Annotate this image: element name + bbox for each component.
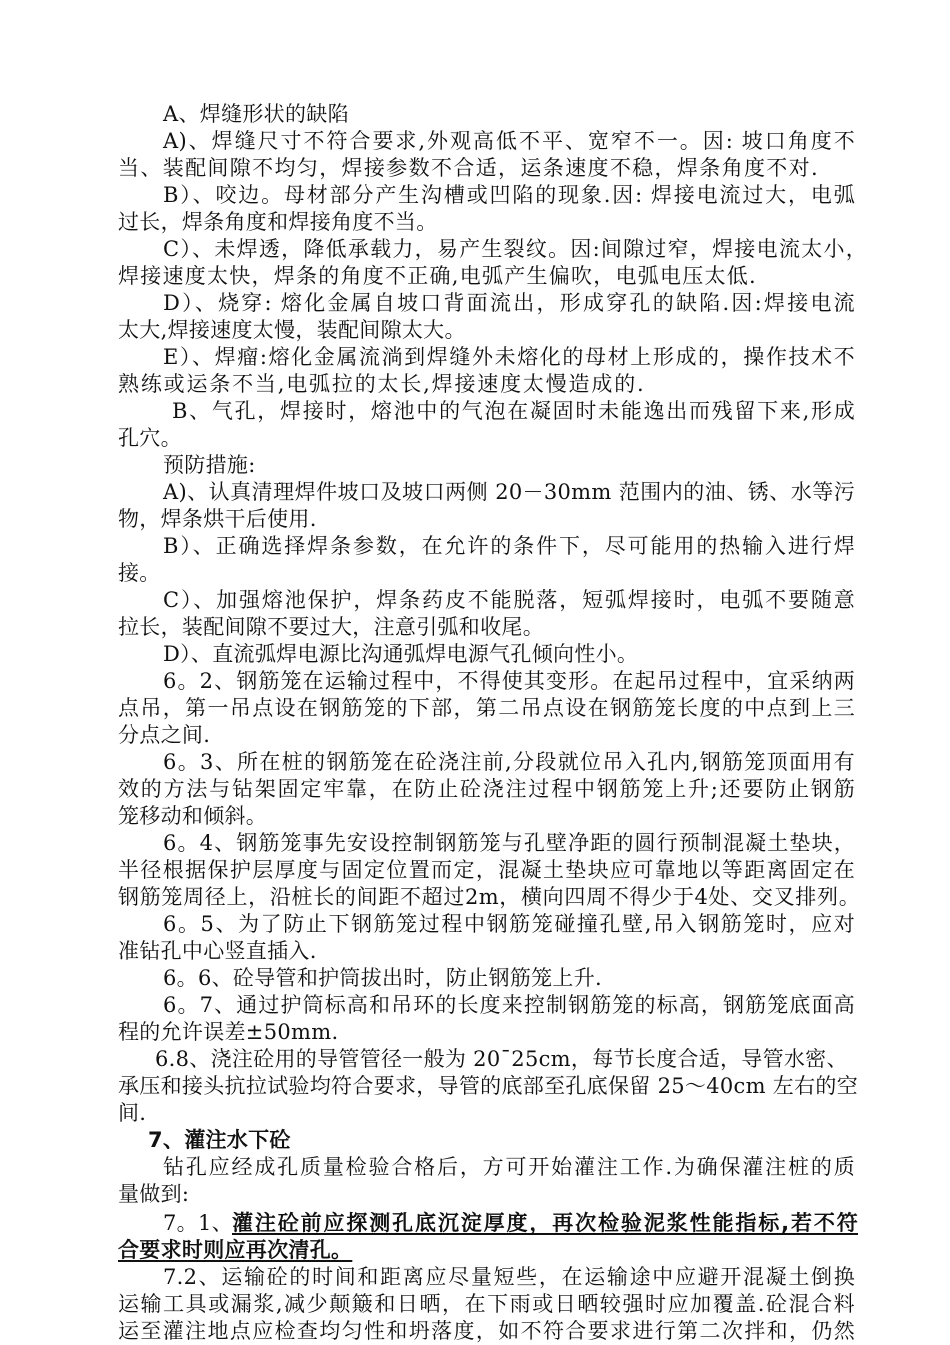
text-line: 半径根据保护层厚度与固定位置而定，混凝土垫块应可靠地以等距离固定在 <box>118 858 855 882</box>
text-line: C）、未焊透，降低承载力，易产生裂纹。因:间隙过窄，焊接电流太小， <box>163 237 867 261</box>
text-line: E）、焊瘤:熔化金属流淌到焊缝外未熔化的母材上形成的，操作技术不 <box>163 345 855 369</box>
text-line: D）、烧穿: 熔化金属自坡口背面流出，形成穿孔的缺陷.因:焊接电流 <box>163 291 855 315</box>
text-line: 效的方法与钻架固定牢靠，在防止砼浇注过程中钢筋笼上升;还要防止钢筋 <box>118 777 855 801</box>
text-line: 7。1、 <box>163 1211 233 1235</box>
text-line: 7.2、运输砼的时间和距离应尽量短些，在运输途中应避开混凝土倒换 <box>163 1265 855 1289</box>
text-line: 点吊，第一吊点设在钢筋笼的下部，第二吊点设在钢筋笼长度的中点到上三 <box>118 696 855 720</box>
text-line: 程的允许误差±50mm. <box>118 1020 339 1044</box>
text-line: B）、咬边。母材部分产生沟槽或凹陷的现象.因: 焊接电流过大，电弧 <box>163 183 855 207</box>
text-line: 6。2、钢筋笼在运输过程中，不得使其变形。在起吊过程中，宜采纳两 <box>163 669 855 693</box>
text-line: A、焊缝形状的缺陷 <box>163 102 349 126</box>
text-line: 接。 <box>118 561 161 585</box>
text-line: 6。5、为了防止下钢筋笼过程中钢筋笼碰撞孔壁,吊入钢筋笼时，应对 <box>163 912 855 936</box>
text-line: 6。3、所在桩的钢筋笼在砼浇注前,分段就位吊入孔内,钢筋笼顶面用有 <box>163 750 855 774</box>
text-line: 太大,焊接速度太慢，装配间隙太大。 <box>118 318 466 342</box>
text-line: 6。6、砼导管和护筒拔出时，防止钢筋笼上升. <box>163 966 602 990</box>
text-line: 6。7、通过护筒标高和吊环的长度来控制钢筋笼的标高，钢筋笼底面高 <box>163 993 855 1017</box>
text-line: D）、直流弧焊电源比沟通弧焊电源气孔倾向性小。 <box>163 642 639 666</box>
text-line: 准钻孔中心竖直插入. <box>118 939 317 963</box>
text-line: 物，焊条烘干后使用. <box>118 507 317 531</box>
text-line: 钻孔应经成孔质量检验合格后，方可开始灌注工作.为确保灌注桩的质 <box>163 1155 855 1179</box>
text-line: 运输工具或漏浆,减少颠簸和日晒，在下雨或日晒较强时应加覆盖.砼混合料 <box>118 1292 855 1316</box>
text-line: 预防措施: <box>163 453 256 477</box>
text-line: 熟练或运条不当,电弧拉的太长,焊接速度太慢造成的. <box>118 372 644 396</box>
text-line: C）、加强熔池保护，焊条药皮不能脱落，短弧焊接时，电弧不要随意 <box>163 588 855 612</box>
text-line: B、气孔，焊接时，熔池中的气泡在凝固时未能逸出而残留下来,形成 <box>172 399 855 423</box>
text-line: 承压和接头抗拉试验均符合要求，导管的底部至孔底保留 25～40cm 左右的空 <box>118 1074 858 1098</box>
text-line: 6.8、浇注砼用的导管管径一般为 20¯25cm，每节长度合适，导管水密、 <box>155 1047 848 1071</box>
text-line: 过长，焊条角度和焊接角度不当。 <box>118 210 438 234</box>
emphasized-text: 合要求时则应再次清孔。 <box>118 1238 353 1262</box>
text-line: 孔穴。 <box>118 426 182 450</box>
text-line: 运至灌注地点应检查均匀性和坍落度，如不符合要求进行第二次拌和，仍然 <box>118 1319 855 1343</box>
text-line: A)、焊缝尺寸不符合要求,外观高低不平、宽窄不一。因: 坡口角度不 <box>163 129 855 153</box>
text-line: 间. <box>118 1101 147 1125</box>
section-heading: 7、灌注水下砼 <box>148 1128 291 1152</box>
text-line: 6。4、钢筋笼事先安设控制钢筋笼与孔壁净距的圆行预制混凝土垫块， <box>163 831 855 855</box>
text-line: 钢筋笼周径上，沿桩长的间距不超过2m，横向四周不得少于4处、交叉排列。 <box>118 885 860 909</box>
text-line: 焊接速度太快，焊条的角度不正确,电弧产生偏吹，电弧电压太低. <box>118 264 756 288</box>
text-line: 笼移动和倾斜。 <box>118 804 268 828</box>
text-line: A)、认真清理焊件坡口及坡口两侧 20－30mm 范围内的油、锈、水等污 <box>163 480 855 504</box>
text-line: B）、正确选择焊条参数，在允许的条件下，尽可能用的热输入进行焊 <box>163 534 855 558</box>
text-line: 当、装配间隙不均匀，焊接参数不合适，运条速度不稳，焊条角度不对. <box>118 156 818 180</box>
text-line: 拉长，装配间隙不要过大，注意引弧和收尾。 <box>118 615 544 639</box>
emphasized-text: 灌注砼前应探测孔底沉淀厚度，再次检验泥浆性能指标,若不符 <box>232 1211 858 1235</box>
text-line: 量做到: <box>118 1182 190 1206</box>
text-line: 分点之间. <box>118 723 211 747</box>
